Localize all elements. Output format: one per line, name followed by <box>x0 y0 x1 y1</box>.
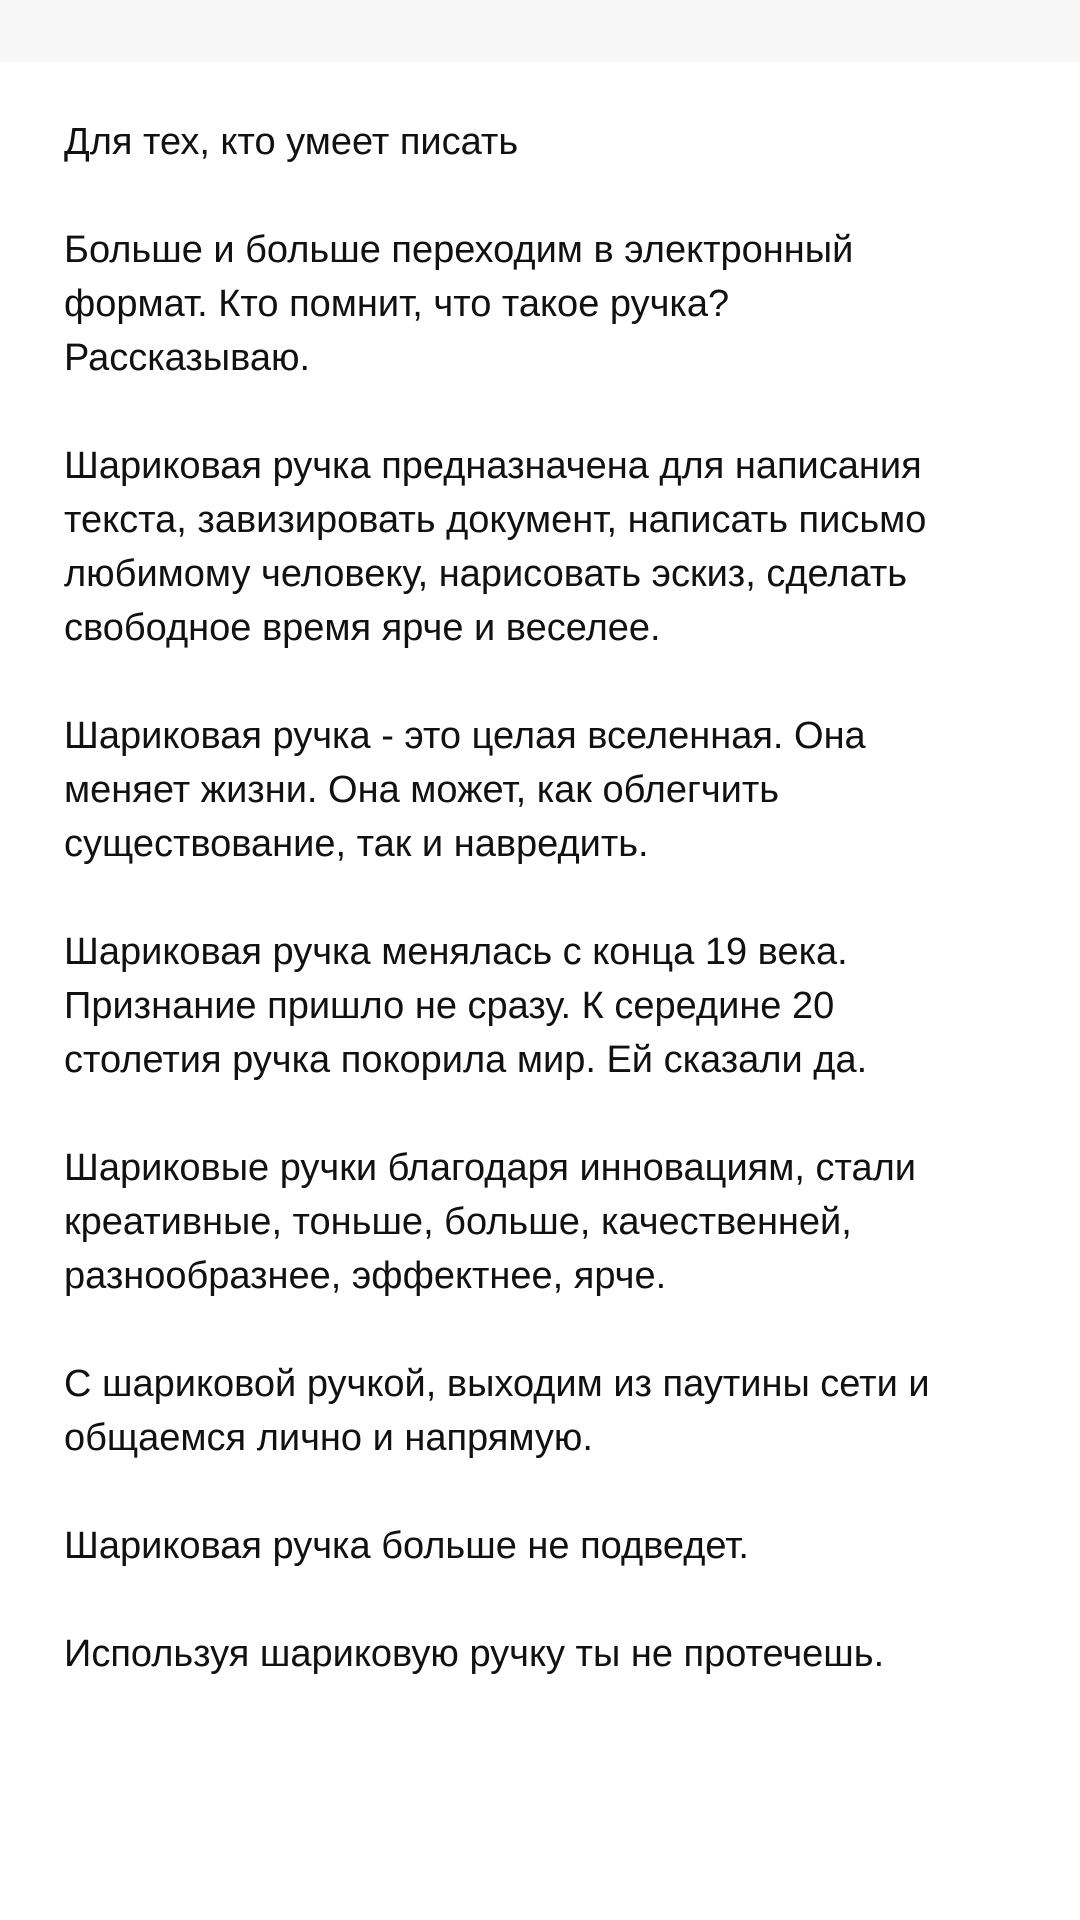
note-paragraph: Шариковая ручка менялась с конца 19 века. Признание пришло не сразу. К середине 20 столетия ручка покорила мир. Ей сказали да. <box>64 931 868 1081</box>
note-title: Для тех, кто умеет писать <box>64 121 519 163</box>
note-body[interactable] <box>64 115 1004 1735</box>
note-paragraph: Шариковая ручка предназначена для написания текста, завизировать документ, написать письмо любимому человеку, нарисовать эскиз, сделать свободное время ярче и веселее. <box>64 445 927 649</box>
top-bar <box>0 0 1080 62</box>
note-paragraph: С шариковой ручкой, выходим из паутины сети и общаемся лично и напрямую. <box>64 1363 930 1459</box>
note-paragraph: Шариковые ручки благодаря инновациям, стали креативные, тоньше, больше, качественней, разнообразнее, эффектнее, ярче. <box>64 1147 916 1297</box>
note-paragraph: Шариковая ручка - это целая вселенная. Она меняет жизни. Она может, как облегчить существование, так и навредить. <box>64 715 866 865</box>
note-paragraph: Шариковая ручка больше не подведет. <box>64 1525 749 1567</box>
note-paragraph: Используя шариковую ручку ты не протечешь. <box>64 1633 885 1675</box>
note-paragraph: Больше и больше переходим в электронный формат. Кто помнит, что такое ручка? Рассказываю. <box>64 229 854 379</box>
